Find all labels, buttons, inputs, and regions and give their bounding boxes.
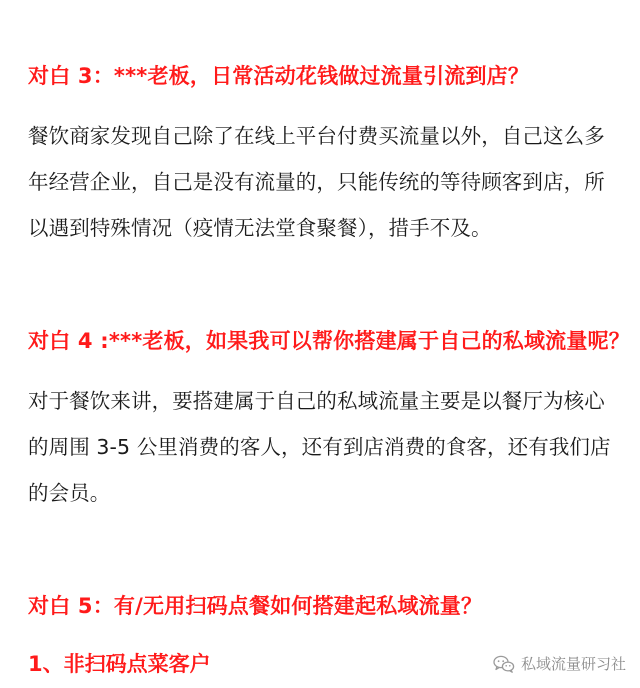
paragraph-line: 的会员。 — [28, 481, 111, 505]
wechat-icon — [493, 655, 515, 673]
paragraph-line: 餐饮商家发现自己除了在线上平台付费买流量以外，自己这么多 — [28, 124, 605, 148]
watermark-text: 私域流量研习社 — [520, 655, 626, 673]
watermark — [493, 653, 626, 674]
dialogue-5-heading: 对白 5：有/无用扫码点餐如何搭建起私域流量？ — [28, 594, 483, 618]
dialogue-3-heading: 对白 3：***老板，日常活动花钱做过流量引流到店？ — [28, 64, 530, 88]
paragraph-line: 对于餐饮来讲，要搭建属于自己的私域流量主要是以餐厅为核心 — [28, 389, 605, 413]
dialogue-4-paragraph — [28, 378, 628, 516]
paragraph-line: 年经营企业，自己是没有流量的，只能传统的等待顾客到店，所 — [28, 170, 605, 194]
dialogue-3-paragraph — [28, 113, 628, 251]
dialogue-4-heading: 对白 4 :***老板，如果我可以帮你搭建属于自己的私域流量呢？ — [28, 329, 630, 353]
sub-heading: 1、非扫码点菜客户 — [28, 652, 211, 676]
paragraph-line: 以遇到特殊情况（疫情无法堂食聚餐），措手不及。 — [28, 216, 492, 240]
paragraph-line: 的周围 3-5 公里消费的客人，还有到店消费的食客，还有我们店 — [28, 435, 611, 459]
